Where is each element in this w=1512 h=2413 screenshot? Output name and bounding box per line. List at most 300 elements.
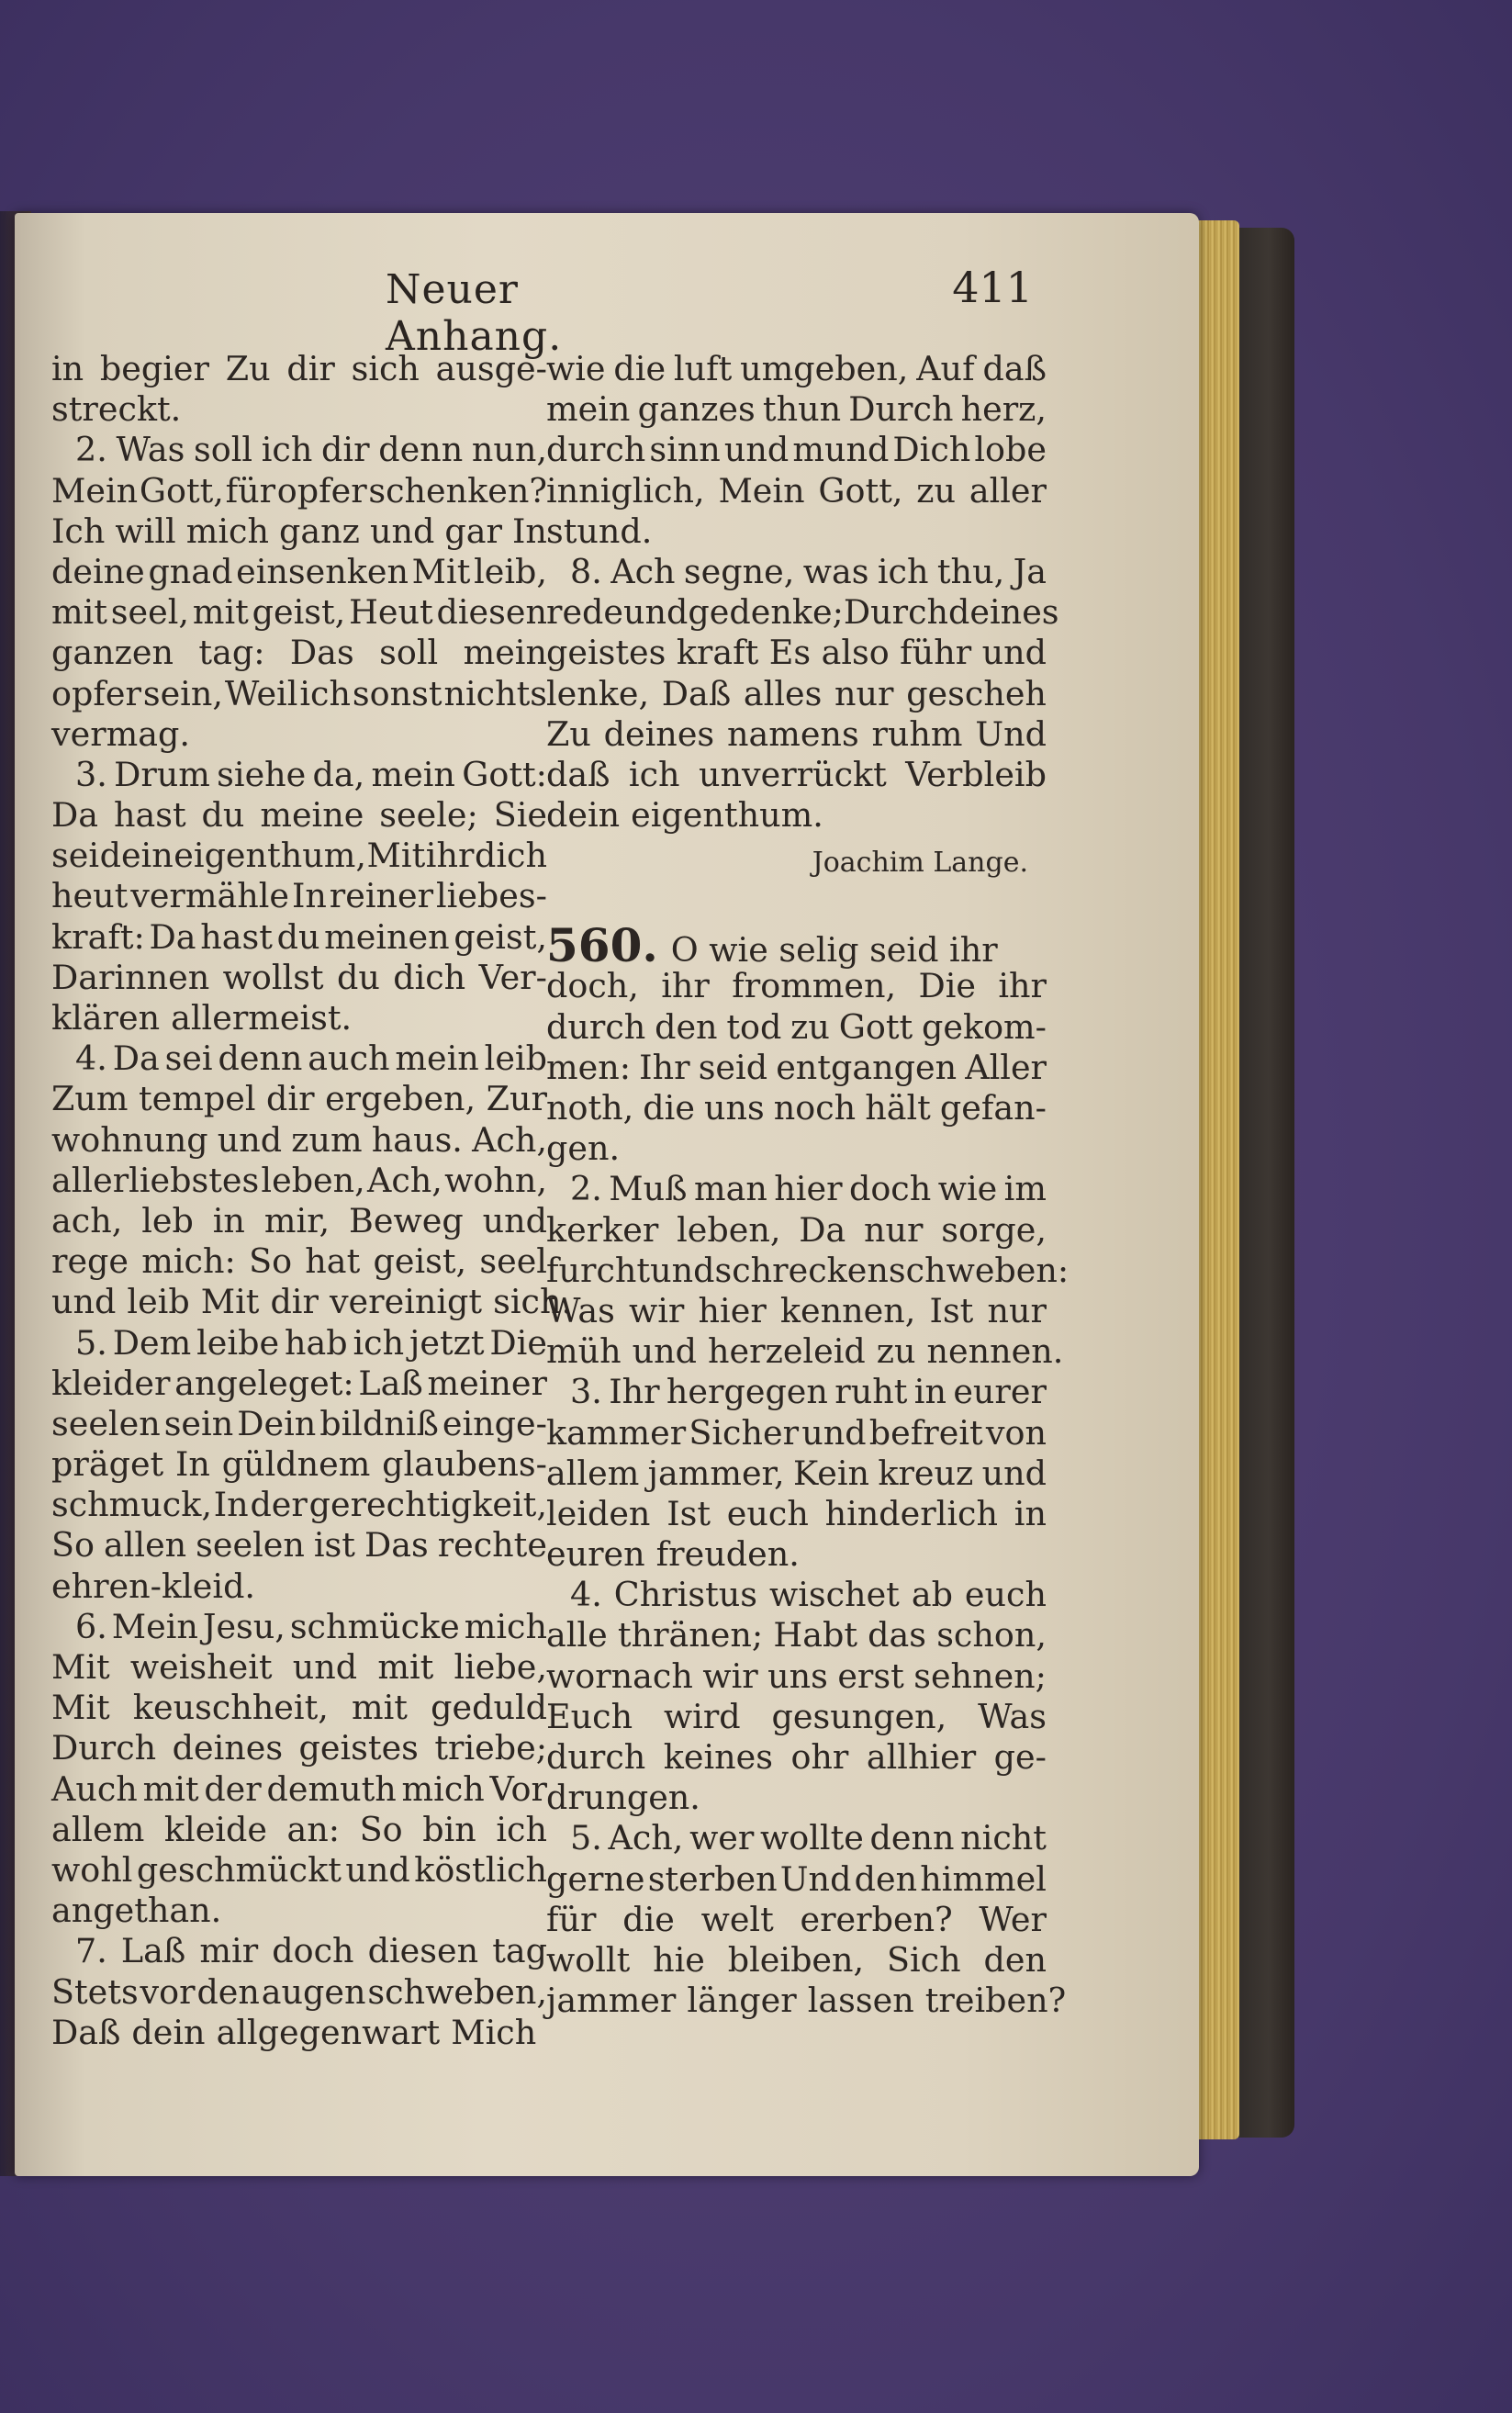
word: gen. [546, 1128, 621, 1169]
word: euch [964, 1575, 1047, 1615]
hymn-line [546, 1981, 1067, 2021]
word: Zu [225, 349, 271, 388]
hymn-line [546, 1534, 1047, 1575]
page-number: 411 [952, 263, 1033, 312]
word: namens [726, 713, 859, 754]
word: 8. [570, 551, 602, 591]
word: In [175, 1444, 210, 1485]
word: So [51, 1525, 95, 1566]
word: Das [289, 633, 354, 673]
word: Zur [486, 1079, 547, 1119]
right-column-line [546, 349, 1047, 389]
word: mich [464, 1606, 547, 1646]
word: ich [261, 430, 313, 470]
word: eurer [953, 1372, 1047, 1412]
word: daß [982, 349, 1047, 388]
word: Vor [489, 1768, 547, 1809]
word: Und [975, 713, 1047, 754]
right-column-line [546, 552, 1047, 592]
word: angethan. [51, 1891, 222, 1931]
word: Was [546, 1290, 615, 1330]
word: Gott [838, 1006, 913, 1047]
word: doch [848, 1169, 932, 1209]
hymn-line [546, 1372, 1047, 1412]
word: der [204, 1768, 262, 1809]
word: Ach, [367, 1160, 442, 1200]
word: alles [743, 673, 823, 713]
word: uns [703, 1088, 765, 1128]
word: kleider [51, 1363, 171, 1403]
word: 4. [570, 1575, 602, 1615]
word: wie [937, 1169, 998, 1209]
word: Habt [773, 1615, 857, 1655]
word: triebe; [434, 1728, 547, 1768]
word: Die [489, 1322, 547, 1363]
right-column-line [546, 755, 1047, 795]
word: Mit [200, 1282, 260, 1322]
word: den [196, 1971, 260, 2012]
word: mit [192, 592, 249, 633]
word: opfer [276, 470, 367, 511]
word: Ach, [472, 1119, 547, 1160]
word: Zum [51, 1079, 129, 1119]
word: die [643, 1088, 695, 1128]
left-column-line [51, 1525, 547, 1566]
word: ich [496, 1809, 547, 1849]
word: bildniß [319, 1403, 439, 1443]
left-column-line [51, 1282, 573, 1322]
word: sich. [493, 1282, 573, 1322]
hymn-line [546, 966, 1047, 1006]
word: sehnen; [913, 1655, 1047, 1696]
word: Christus [613, 1575, 757, 1615]
right-column-line [546, 795, 1047, 836]
word: gesungen, [771, 1696, 947, 1736]
word: zu [916, 470, 957, 511]
word: soll [194, 430, 253, 470]
word: Weil [224, 673, 298, 713]
word: befreit [868, 1412, 983, 1453]
word: ganzes [637, 389, 756, 430]
word: Mit [51, 1647, 110, 1687]
word: aller [969, 470, 1047, 511]
word: dein [99, 836, 174, 876]
word: Mein [51, 470, 139, 511]
hymn-line [546, 1169, 1047, 1209]
word: welt [700, 1899, 774, 1939]
word: jammer [546, 1981, 677, 2021]
word: gefan- [939, 1088, 1047, 1128]
word: dir [270, 1282, 319, 1322]
word: Da [799, 1209, 846, 1250]
word: Mit [366, 836, 426, 876]
word: Sicher [689, 1412, 800, 1453]
word: entgangen [776, 1047, 958, 1087]
word: ruhm [871, 713, 963, 754]
word: Sie [493, 795, 547, 836]
word: ganzen [51, 633, 174, 673]
word: wie [546, 349, 606, 388]
word: Gott, [818, 470, 903, 511]
word: hie [653, 1939, 705, 1980]
word: tag: [198, 633, 265, 673]
word: den [983, 1939, 1047, 1980]
word: Gott, [139, 470, 224, 511]
word: Mein [718, 470, 805, 511]
word: mich: [141, 1241, 236, 1282]
word: dir [266, 1079, 315, 1119]
word: Ach, [608, 1818, 684, 1858]
word: deines [603, 713, 715, 754]
word: men: [546, 1047, 632, 1087]
word: nur [834, 673, 894, 713]
word: nur [987, 1290, 1047, 1330]
word: müh [546, 1331, 622, 1372]
word: kleide [163, 1809, 267, 1849]
word: sei [51, 836, 100, 876]
word: sonst [352, 673, 442, 713]
hymn-line [546, 1940, 1047, 1981]
word: begier [99, 349, 209, 388]
right-column-line [546, 389, 1047, 430]
word: güldnem [221, 1444, 371, 1485]
word: Beweg [349, 1200, 464, 1240]
word: Zu [546, 713, 591, 754]
word: dein [546, 795, 621, 836]
word: leib [484, 1038, 547, 1079]
word: leben, [677, 1209, 781, 1250]
word: du [276, 916, 320, 957]
word: dich [475, 836, 547, 876]
word: mund [792, 430, 890, 470]
word: was [802, 551, 869, 591]
word: leben, [261, 1160, 365, 1200]
left-column-line [51, 1120, 547, 1161]
hymn-first-line [546, 918, 1047, 973]
left-column-line [51, 1891, 547, 1931]
word: allermeist. [171, 998, 353, 1038]
word: zu [876, 1331, 916, 1372]
word: thun [762, 389, 842, 430]
word: thu, [936, 551, 1005, 591]
word: denn [218, 1038, 303, 1079]
word: liebes- [435, 876, 547, 916]
word: mit [352, 1688, 408, 1728]
word: Es [768, 633, 812, 673]
word: Muß [609, 1169, 688, 1209]
word: seelen [196, 1525, 305, 1566]
word: Darinnen [51, 957, 210, 997]
word: mit [377, 1647, 434, 1687]
word: inniglich, [546, 470, 705, 511]
word: Ihr [609, 1372, 660, 1412]
left-column-line [51, 1201, 547, 1241]
right-column-line [546, 633, 1047, 673]
word: von [985, 1412, 1047, 1453]
word: Auch [51, 1768, 138, 1809]
word: man [693, 1169, 767, 1209]
left-column-line [51, 1485, 547, 1525]
word: Ist [666, 1493, 711, 1533]
word: noch [773, 1088, 857, 1128]
word: geduld [431, 1688, 547, 1728]
word: schmücke [289, 1606, 460, 1646]
word: seele; [379, 795, 478, 836]
left-column-line [51, 795, 547, 836]
word: durch [546, 1006, 646, 1047]
word: Was [116, 430, 185, 470]
word: 2. [75, 430, 107, 470]
word: sterben [647, 1858, 778, 1899]
word: Die [918, 966, 976, 1006]
word: geist, [252, 592, 346, 633]
word: allhier [866, 1737, 977, 1777]
word: freuden. [655, 1534, 800, 1575]
word: rege [51, 1241, 129, 1282]
word: nun, [471, 430, 547, 470]
word: in [51, 349, 84, 388]
word: die [613, 349, 666, 388]
word: seel [479, 1241, 547, 1282]
word: kraft: [51, 916, 145, 957]
word: unverrückt [698, 754, 887, 794]
word: mit [51, 592, 107, 633]
hymn-line [546, 1900, 1047, 1940]
word: schrecken [714, 1250, 889, 1290]
word: ergeben, [325, 1079, 476, 1119]
word: Was [978, 1696, 1047, 1736]
word: luft [673, 349, 733, 388]
left-column-line [51, 1931, 547, 1971]
word: uns [767, 1655, 828, 1696]
word: thränen; [617, 1615, 764, 1655]
word: meiner [427, 1363, 547, 1403]
word: ihr [425, 836, 475, 876]
word: tod [726, 1006, 782, 1047]
left-column-line [51, 958, 547, 998]
word: dir [286, 349, 335, 388]
word: ohr [790, 1737, 849, 1777]
left-column-line [51, 1647, 547, 1688]
word: sein [163, 1403, 234, 1443]
word: Laß [120, 1931, 186, 1971]
word: du [201, 795, 245, 836]
word: denn [869, 1818, 955, 1858]
word: kreuz [878, 1453, 974, 1493]
word: durch [546, 1737, 646, 1777]
word: Ich [51, 511, 106, 551]
word: jetzt [409, 1322, 485, 1363]
word: himmel [920, 1858, 1047, 1899]
word: Sich [887, 1939, 961, 1980]
hymn-line [546, 1575, 1047, 1615]
word: ehren-kleid. [51, 1566, 256, 1606]
word: an: [286, 1809, 341, 1849]
word: seel, [110, 592, 189, 633]
word: wird [663, 1696, 741, 1736]
word: und [981, 1453, 1047, 1493]
word: sinn [649, 430, 721, 470]
left-column-line [51, 2013, 547, 2053]
word: klären [51, 998, 161, 1038]
word: tempel [139, 1079, 256, 1119]
word: Drum [114, 754, 210, 794]
word: drungen. [546, 1778, 700, 1818]
left-column-line [51, 430, 547, 470]
word: 4. [75, 1038, 107, 1079]
word: haus. [371, 1119, 463, 1160]
left-column [51, 349, 573, 2053]
word: allem [51, 1809, 145, 1849]
word: und [369, 511, 435, 551]
word: gar [444, 511, 502, 551]
word: geistes [298, 1728, 419, 1768]
word: Das [364, 1525, 429, 1566]
word: allerliebstes [51, 1160, 260, 1200]
word: Durch [843, 592, 949, 633]
hymn-line [546, 1250, 1070, 1291]
word: Wer [979, 1899, 1047, 1939]
word: Heut [349, 592, 433, 633]
word: mich [185, 511, 269, 551]
word: segne, [683, 551, 795, 591]
word: leib, [474, 551, 547, 591]
word: Euch [546, 1696, 633, 1736]
word: sein, [142, 673, 223, 713]
left-column-line [51, 1241, 547, 1282]
word: Auf [916, 349, 975, 388]
word: So [249, 1241, 293, 1282]
left-column-line [51, 1079, 547, 1119]
word: vereinigt [329, 1282, 483, 1322]
word: streckt. [51, 389, 182, 430]
word: leb [141, 1200, 194, 1240]
word: demuth [266, 1768, 397, 1809]
word: für [546, 1899, 597, 1939]
word: Ver- [478, 957, 547, 997]
word: ach, [51, 1200, 123, 1240]
word: frommen, [732, 966, 897, 1006]
word: 6. [75, 1606, 107, 1646]
word: ich [628, 754, 680, 794]
word: in [913, 1372, 946, 1412]
left-column-line [51, 1810, 547, 1850]
word: seid [698, 1047, 768, 1087]
word: der [250, 1485, 308, 1525]
right-column-line [546, 674, 1047, 714]
word: kraft [676, 633, 759, 673]
word: ist [313, 1525, 355, 1566]
word: Mein [111, 1606, 198, 1646]
word: lobe [974, 430, 1047, 470]
word: nichts [443, 673, 547, 713]
word: furcht [546, 1250, 651, 1290]
left-column-line [51, 1728, 547, 1768]
word: Da [51, 795, 99, 836]
left-column-line [51, 1038, 547, 1079]
left-column-line [51, 1688, 547, 1728]
word: seelen [51, 1403, 161, 1443]
word: gedenke; [688, 592, 844, 633]
hymn-line [546, 1453, 1047, 1494]
word: köstlich [414, 1849, 547, 1890]
word: ererben? [800, 1899, 953, 1939]
word: leibe [196, 1322, 280, 1363]
word: gerne [546, 1858, 645, 1899]
hymn-line [546, 1818, 1047, 1858]
word: ge- [993, 1737, 1047, 1777]
word: Verbleib [905, 754, 1047, 794]
word: kerker [546, 1209, 659, 1250]
word: gerechtigkeit, [308, 1485, 547, 1525]
left-column-line [51, 1850, 547, 1891]
word: Mich [451, 2012, 537, 2052]
hymn-line [546, 1413, 1047, 1453]
word: ab [911, 1575, 953, 1615]
left-column-line [51, 1323, 547, 1364]
word: euch [726, 1493, 809, 1533]
hymn-560-text [546, 966, 1070, 2021]
word: kammer [546, 1412, 687, 1453]
word: nur [864, 1209, 924, 1250]
word: Da [149, 916, 196, 957]
right-column-line [546, 471, 1047, 511]
word: hat [305, 1241, 361, 1282]
word: wollst [222, 957, 324, 997]
word: und [345, 1849, 410, 1890]
word: wohnung [51, 1119, 208, 1160]
word: wischet [768, 1575, 900, 1615]
word: ihr [661, 966, 710, 1006]
word: herzeleid [708, 1331, 866, 1372]
word: und [623, 592, 689, 633]
word: wohl [51, 1849, 133, 1890]
word: sorge, [941, 1209, 1047, 1250]
left-column-line [51, 1364, 547, 1404]
word: präget [51, 1444, 164, 1485]
left-column-line [51, 714, 547, 755]
word: lenke, [546, 673, 650, 713]
word: treiben? [924, 1981, 1067, 2021]
word: ausge- [435, 349, 547, 388]
word: meinen [324, 916, 450, 957]
word: da, [312, 754, 365, 794]
word: einsenken [236, 551, 409, 591]
word: bleiben, [727, 1939, 865, 1980]
word: ich [299, 673, 351, 713]
word: mich [401, 1768, 485, 1809]
left-column-line [51, 1161, 547, 1201]
left-column-line [51, 1972, 547, 2013]
left-column-line [51, 1607, 547, 1647]
word: soll [379, 633, 439, 673]
word: den [854, 1858, 918, 1899]
word: doch [272, 1931, 354, 1971]
word: reiner [329, 876, 434, 916]
word: schmuck, [51, 1485, 212, 1525]
word: Stets [51, 1971, 139, 2012]
right-column-line [546, 430, 1047, 470]
right-column-line [546, 511, 1047, 552]
word: tag [492, 1931, 547, 1971]
left-column-line [51, 592, 547, 633]
word: Laß [358, 1363, 423, 1403]
left-column-line [51, 917, 547, 958]
word: und [292, 1647, 358, 1687]
left-column-line [51, 1404, 547, 1444]
word: Ja [1013, 551, 1047, 591]
word: leiden [546, 1493, 651, 1533]
